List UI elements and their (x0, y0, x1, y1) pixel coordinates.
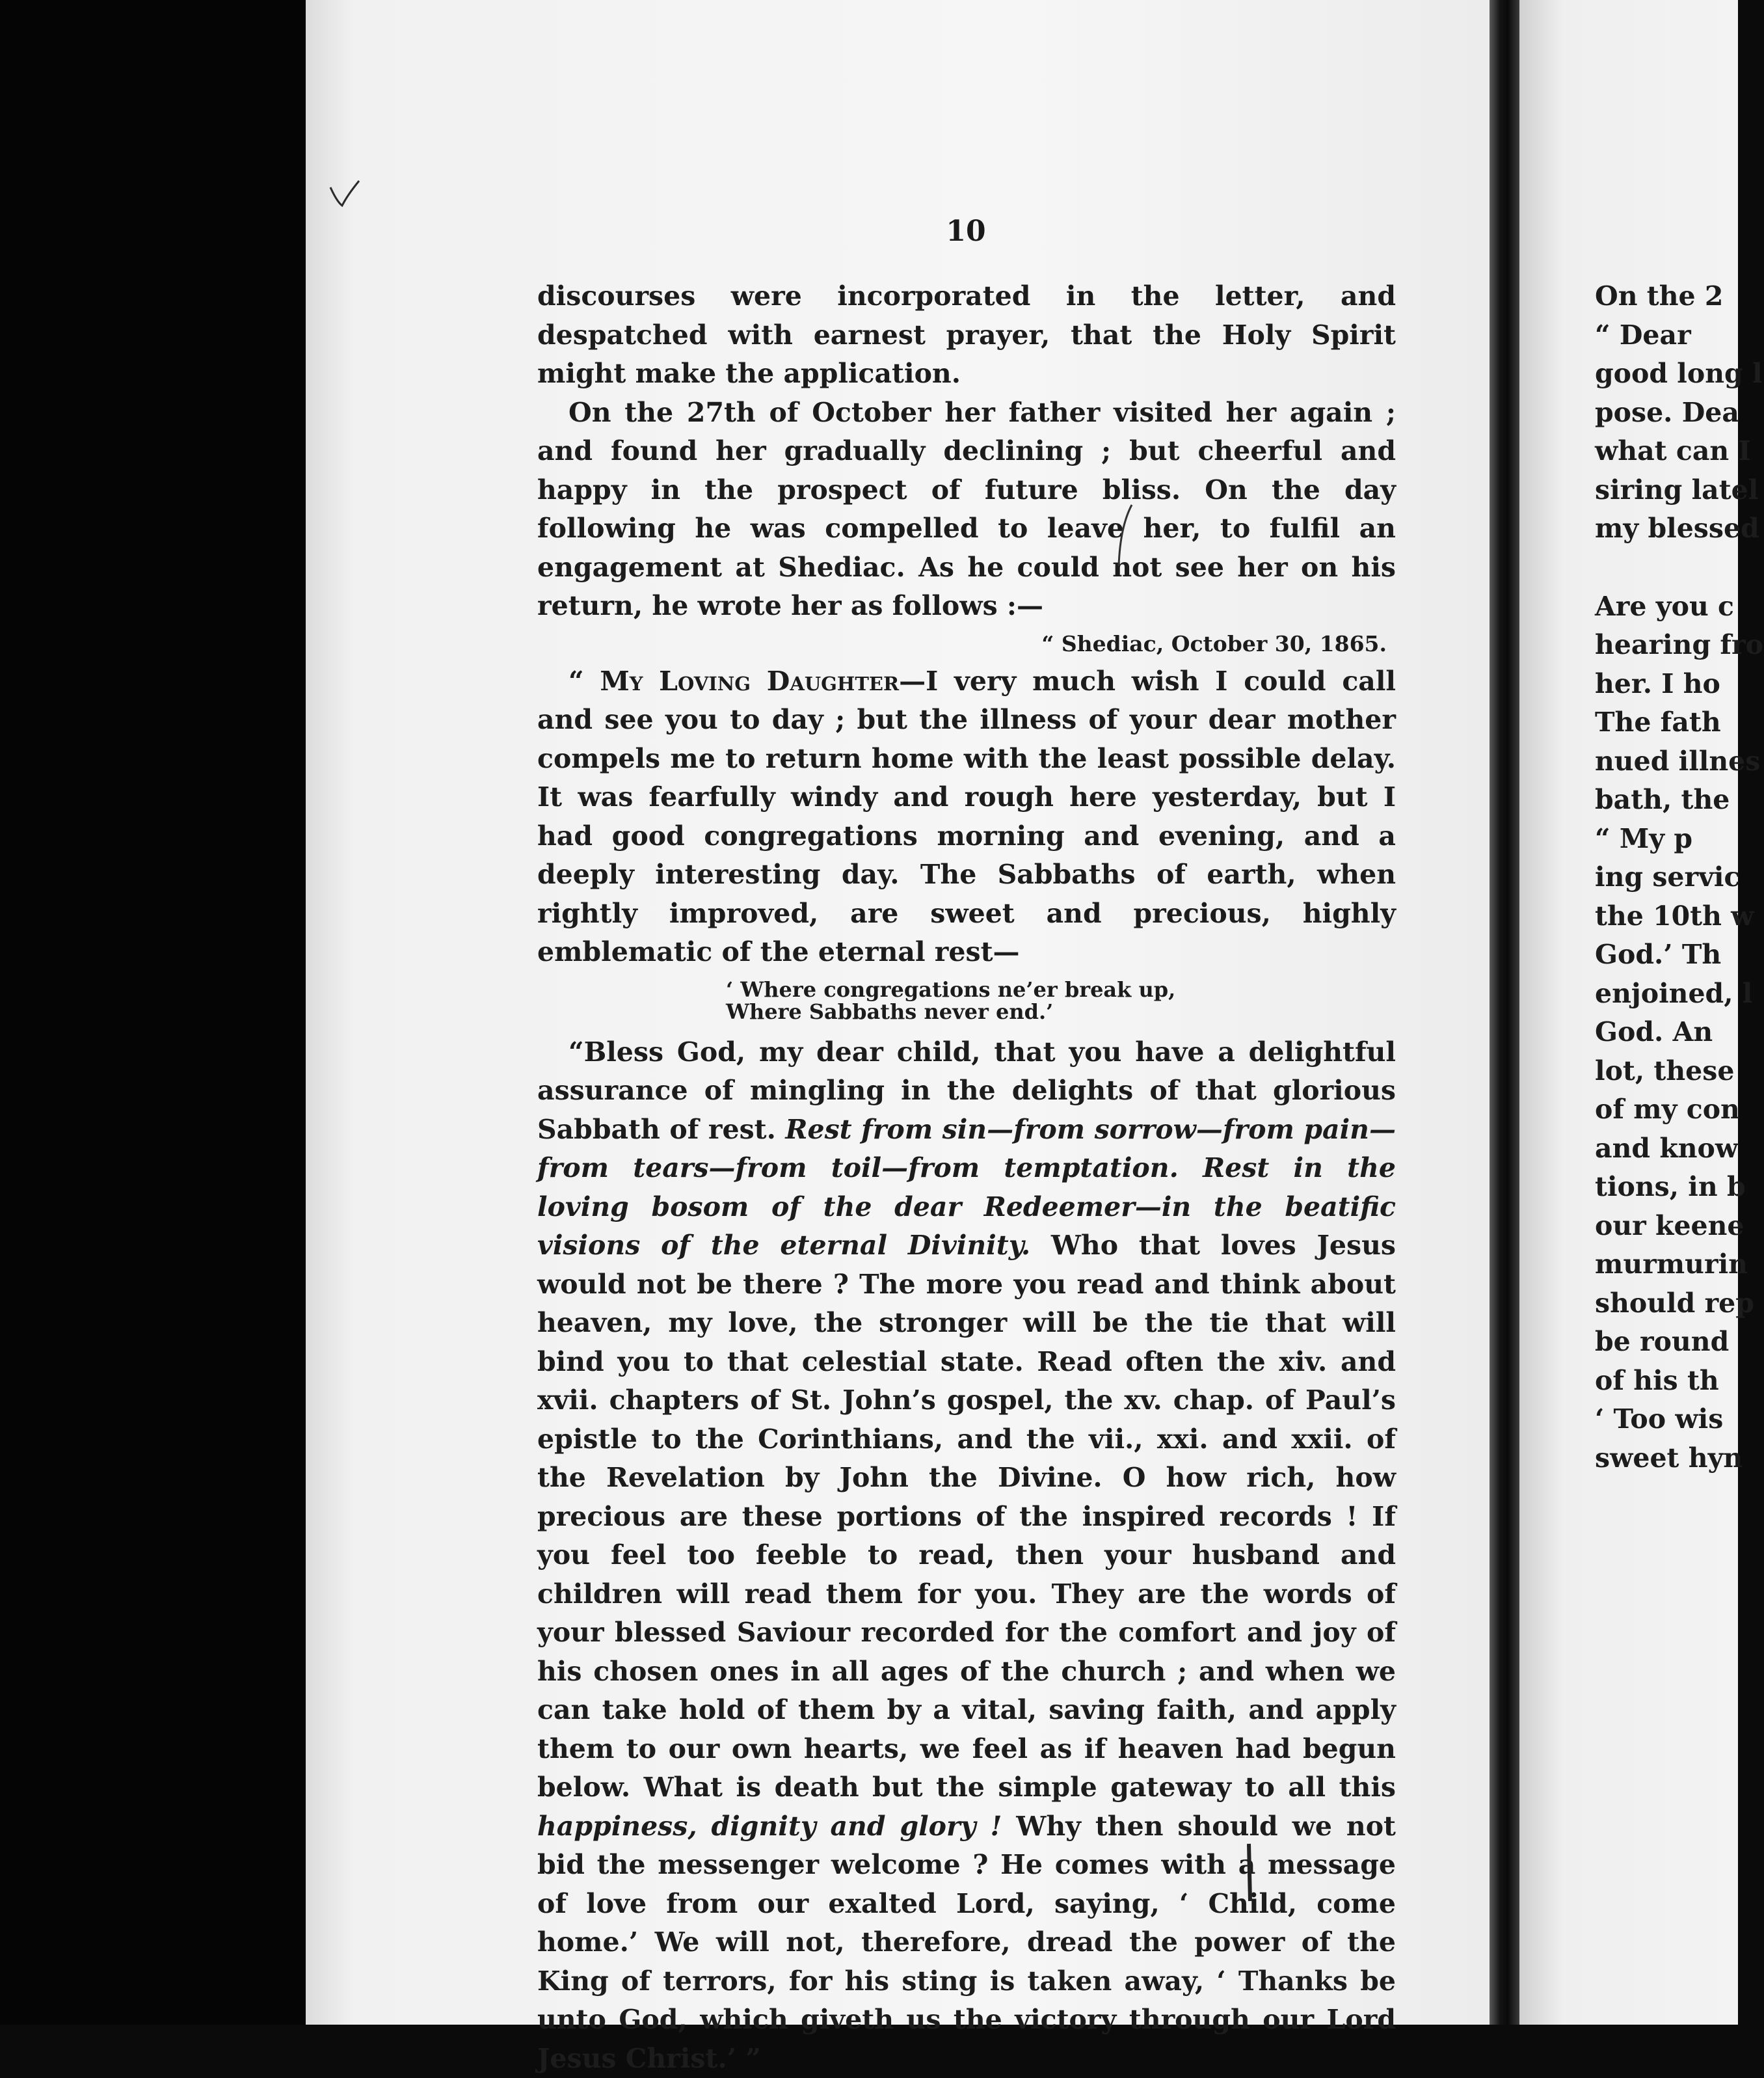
facing-page-line: God. An (1595, 1013, 1764, 1052)
facing-page-line: enjoined, l (1595, 975, 1764, 1014)
facing-page-line: ‘ Too wis (1595, 1400, 1764, 1439)
verse-quote (726, 978, 1396, 1023)
facing-page-line: On the 2 (1595, 277, 1764, 316)
pen-check-mark (325, 176, 364, 215)
book-gutter (1490, 0, 1519, 2025)
scanner-edge (0, 0, 306, 2025)
facing-page-line: of my con (1595, 1090, 1764, 1129)
verse-line-2: Where Sabbaths never end.’ (726, 1001, 1396, 1023)
facing-page-line: “ My p (1595, 820, 1764, 859)
facing-page-gap (1595, 548, 1764, 587)
facing-page-line: her. I ho (1595, 665, 1764, 704)
facing-page-text (1595, 277, 1764, 1478)
facing-page-line: hearing fro (1595, 626, 1764, 665)
facing-page-line: should rep (1595, 1284, 1764, 1323)
verse-line-1: ‘ Where congregations ne’er break up, (726, 978, 1396, 1001)
facing-page-line: pose. Dea (1595, 394, 1764, 433)
facing-page-line: be round (1595, 1323, 1764, 1362)
facing-page-line: the 10th w (1595, 897, 1764, 936)
facing-page-line: God.’ Th (1595, 936, 1764, 975)
pen-stroke-mark (1106, 501, 1145, 573)
ink-streak-mark (1242, 1841, 1255, 1906)
letter-salutation: “ My Loving Daughter (568, 666, 899, 697)
facing-page-block-b (1595, 587, 1764, 1478)
facing-page-line: what can I (1595, 432, 1764, 471)
facing-page-line: Are you c (1595, 587, 1764, 627)
paragraph-1: discourses were incorporated in the letter, and despatched with earnest prayer, that the Holy Spirit might make the application. (537, 277, 1396, 394)
facing-page-line: good long l (1595, 355, 1764, 394)
paragraph-4-start: “Bless God, my dear child, that you have a delightful assurance of mingling in the delights of that glorious Sabbath of rest. (537, 1036, 1396, 1145)
facing-page-line: my blessed (1595, 509, 1764, 548)
facing-page-line: and know (1595, 1129, 1764, 1168)
facing-page-line: siring latel (1595, 471, 1764, 510)
facing-page-line: ing servic (1595, 858, 1764, 897)
facing-page-line: bath, the (1595, 781, 1764, 820)
facing-page-line: nued illnes (1595, 742, 1764, 781)
facing-page-line: lot, these (1595, 1052, 1764, 1091)
paragraph-4-middle: Who that loves Jesus would not be there ? The more you read and think about heaven, my love, the stronger will be the tie that will bind you to that celestial state. Read often the xiv. and xvii. chapters of St. John’s gospel, the xv. chap. of Paul’s epistle to the Corinthians, and the vii., xxi. and xxii. of the Revelation by John the Divine. O how rich, how precious are these portions of the inspired records ! If you feel too feeble to read, then your husband and children will read them for you. They are the words of your blessed Saviour recorded for the comfort and joy of his chosen ones in all ages of the church ; and when we can take hold of them by a vital, saving faith, and apply them to our own hearts, we feel as if heaven had begun below. What is death but the simple gateway to all this (537, 1230, 1396, 1803)
page-number: 10 (937, 215, 995, 248)
facing-page-line: our keene (1595, 1207, 1764, 1246)
facing-page-line: The fath (1595, 703, 1764, 742)
facing-page-line: of his th (1595, 1362, 1764, 1401)
facing-page-line: “ Dear (1595, 316, 1764, 355)
letter-dateline: “ Shediac, October 30, 1865. (537, 626, 1396, 662)
facing-page-line: tions, in b (1595, 1168, 1764, 1207)
facing-page-line: murmurin (1595, 1245, 1764, 1284)
main-text (537, 277, 1396, 2078)
paragraph-4 (537, 1033, 1396, 2078)
paragraph-3-text: —I very much wish I could call and see you to day ; but the illness of your dear mother compels me to return home with the least possible delay. It was fearfully windy and rough here yesterday, but I had good congregations morning and evening, and a deeply interesting day. The Sabbaths of earth, when rightly improved, are sweet and precious, highly emblematic of the eternal rest— (537, 666, 1396, 968)
paragraph-4-italic: Rest from sin—from sorrow—from pain—from tears—from toil—from temptation. Rest in the loving bosom of the dear Redeemer—in the beatific visions of the eternal Divinity. (537, 1114, 1396, 1262)
facing-page-line: sweet hyn (1595, 1439, 1764, 1478)
facing-page-block-a (1595, 277, 1764, 548)
paragraph-4-end: Why then should we not bid the messenger welcome ? He comes with a message of love from our exalted Lord, saying, ‘ Child, come home.’ We will not, therefore, dread the power of the King of terrors, for his sting is taken away, ‘ Thanks be unto God, which giveth us the victory through our Lord Jesus Christ.’ ” (537, 1811, 1396, 2074)
paragraph-2: On the 27th of October her father visited her again ; and found her gradually declining ; but cheerful and happy in the prospect of future bliss. On the day following he was compelled to leave her, to fulfil an engagement at Shediac. As he could not see her on his return, he wrote her as follows :— (537, 394, 1396, 626)
paragraph-3 (537, 662, 1396, 972)
paragraph-4-italic-2: happiness, dignity and glory ! (537, 1811, 1002, 1842)
